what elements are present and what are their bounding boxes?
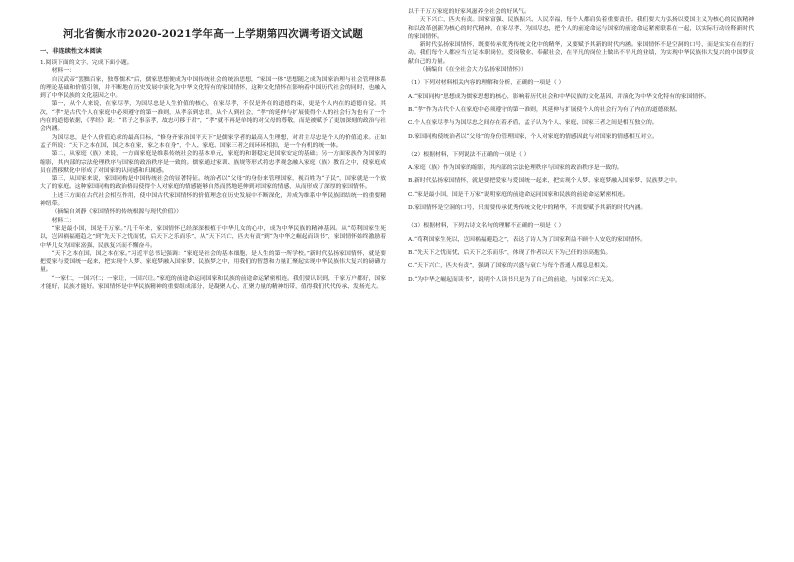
body-paragraph: 为国尽忠，是个人价值追求的最高目标，“修身齐家治国平天下”是儒家学者的最高人生理想，对君主尽忠是个人的价值追求。正如孟子所说：“天下之本在国，国之本在家，家之本在身”，个人、家庭、国家三者之间环环相扣，是一个有机的统一体。 (40, 134, 386, 149)
question-intro: 1.阅读下面的文字，完成下面小题。 (40, 60, 133, 66)
right-column (408, 8, 754, 284)
option-d: D.家国同构使统治者以“父母”的身份管理国家，个人对家庭的情感因此与对国家的情感相互对立。 (408, 133, 658, 140)
body-paragraph: 第一，从个人来说，在家尽孝，为国尽忠是人生价值的核心，在家尽孝，不仅是外在的道德约束，更是个人内在的道德自觉。其次，“孝”是古代个人在家庭中必须遵守的第一准则，从孝亲到忠君，从个人到社会，“孝”的延伸与扩展使得个人的社会行为也有了一个内在的道德依据，《孝经》说：“君子之事亲孝，故忠可移于君”，“孝”就不再是单纯的对父母的尊敬，而是被赋予了更加深刻的政治与社会内涵。 (40, 101, 386, 133)
material-label: 材料一： (51, 68, 75, 75)
body-paragraph: “家是最小国，国是千万家。”几千年来，家国情怀已经深深根植于中华儿女的心中，成为中华民族的精神基因。从“苟利国家生死以，岂因祸福避趋之”到“先天下之忧而忧，后天下之乐而乐”，从“天下兴亡，匹夫有责”到“为中华之崛起而读书”，家国情怀始终激励着中华儿女为国家富强、民族复兴而不懈奋斗。 (40, 225, 386, 249)
body-paragraph: 第二，从家庭（族）来说，一方面家庭是维系传统社会的基本单元，家庭的和谐稳定是国家安定的基础；另一方面家族作为国家的缩影，其内部的宗法伦理秩序与国家的政治秩序是一致的。儒家通过家训、族规等形式将忠孝观念融入家庭（族）教育之中，使家庭成员在潜移默化中形成了对国家的认同感和归属感。 (40, 151, 386, 174)
page-title: 河北省衡水市2020-2021学年高一上学期第四次调考语文试题 (62, 28, 363, 40)
body-paragraph: “一家仁，一国兴仁；一家让，一国兴让。”家庭的前途命运同国家和民族的前途命运紧密相连。我们要认识到，千家万户都好，国家才能好，民族才能好。家国情怀是中华民族精神的重要组成部分，是凝聚人心、汇聚力量的精神纽带，值得我们代代传承、发扬光大。 (40, 275, 386, 291)
question-3-stem: （3）根据材料，下列古诗文名句的理解不正确的一项是（ ） (408, 223, 565, 230)
option-a: A.“家国同构”思想成为儒家思想的核心，影响着历代社会和中华民族的文化基因，并演化为中华文化特有的家国情怀。 (408, 93, 710, 100)
option-c: C.“家是最小国，国是千万家”说明家庭的前途命运同国家和民族的前途命运紧密相连。 (408, 191, 629, 198)
body-paragraph: 以千千万万家庭的好家风滋养全社会的好风气。 (408, 9, 530, 15)
option-b: B.“孝”作为古代个人在家庭中必须遵守的第一准则，其延伸与扩展使个人的社会行为有了内在的道德依据。 (408, 106, 681, 113)
body-paragraph: 自汉武帝“罢黜百家，独尊儒术”后，儒家思想便成为中国传统社会的统治思想，“家国一体”思想随之成为国家治理与社会管理体系的理论基础和价值引领，并不断地在历史发展中演化为中华文化特有的家国情怀，这种文化情怀在影响着中国历代社会的同时，也融入到了中华民族的文化基因之中。 (40, 76, 386, 100)
source-citation: （摘编自《在全社会大力弘扬家国情怀》） (419, 67, 527, 74)
option-c: C.个人在家尽孝与为国尽忠之间存在着矛盾，孟子认为个人、家庭、国家三者之间是相互独立的。 (408, 120, 658, 127)
option-a: A.“苟利国家生死以，岂因祸福避趋之”，表达了诗人为了国家利益不顾个人安危的家国情怀。 (408, 236, 647, 243)
question-1-stem: （1）下列对材料相关内容的理解和分析，正确的一项是（ ） (408, 80, 565, 87)
body-paragraph: 第三，从国家来说，家国同构是中国传统社会的显著特征。统治者以“父母”的身份来管理国家，视百姓为“子民”，国家就是一个放大了的家庭。这种家国同构的政治格局使得个人对家庭的情感能够自然而然地延伸到对国家的情感，从而形成了深厚的家国情怀。 (40, 176, 386, 191)
option-c: C.“天下兴亡，匹夫有责”，强调了国家的兴盛与衰亡与每个普通人都息息相关。 (408, 263, 612, 270)
body-paragraph: 新时代弘扬家国情怀，既要传承优秀传统文化中的精华，又要赋予其新的时代内涵。家国情怀不是空洞的口号，而是实实在在的行动。我们每个人都应当立足本职岗位，爱岗敬业、奉献社会，在平凡的岗位上做出不平凡的业绩，为实现中华民族伟大复兴的中国梦贡献自己的力量。 (408, 42, 754, 65)
option-d: D.家国情怀是空洞的口号，只需要传承优秀传统文化中的精华，不需要赋予其新的时代内涵。 (408, 205, 647, 212)
source-citation: （摘编自刘静《家国情怀的传统根源与现代价值》） (51, 209, 183, 216)
left-column (40, 18, 386, 291)
body-paragraph: “天下之本在国，国之本在家。”习近平总书记强调：“家庭是社会的基本细胞，是人生的第一所学校。”新时代弘扬家国情怀，就是要把爱家与爱国统一起来，把实现个人梦、家庭梦融入国家梦、民族梦之中，用我们的智慧和力量汇聚起实现中华民族伟大复兴的磅礴力量。 (40, 250, 386, 274)
body-paragraph: 天下兴亡，匹夫有责。国家富强、民族振兴、人民幸福，每个人都肩负着重要责任。我们要大力弘扬以爱国主义为核心的民族精神和以改革创新为核心的时代精神，在家尽孝、为国尽忠，把个人的前途命运与国家的前途命运紧密联系在一起，以实际行动诠释新时代的家国情怀。 (408, 17, 754, 40)
body-paragraph: 上述三方面在古代社会相互作用，使中国古代家国情怀的价值理念在历史发展中不断深化，并成为维系中华民族团结统一的重要精神纽带。 (40, 192, 386, 208)
question-2-stem: （2）根据材料，下列说法不正确的一项是（ ） (408, 151, 530, 158)
option-b: B.“先天下之忧而忧，后天下之乐而乐”，体现了作者以天下为己任的崇高抱负。 (408, 249, 612, 256)
option-d: D.“为中华之崛起而读书”，说明个人读书只是为了自己的前途，与国家兴亡无关。 (408, 276, 618, 283)
material-label: 材料二： (51, 217, 75, 224)
section-heading: 一、非连续性文本阅读 (40, 48, 102, 55)
option-b: B.新时代弘扬家国情怀，就是要把爱家与爱国统一起来，把实现个人梦、家庭梦融入国家梦、民族梦之中。 (408, 178, 681, 185)
option-a: A.家庭（族）作为国家的缩影，其内部的宗法伦理秩序与国家的政治秩序是一致的。 (408, 165, 623, 172)
